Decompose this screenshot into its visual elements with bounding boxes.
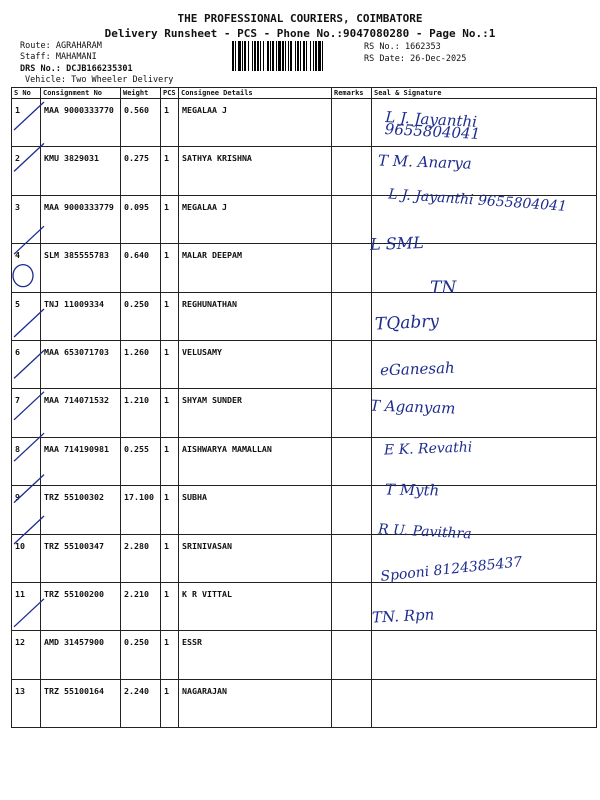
col-sno: S No xyxy=(12,88,41,99)
table-row xyxy=(12,340,597,388)
rs-date-value: 26-Dec-2025 xyxy=(410,54,467,64)
row-sno: 12 xyxy=(12,631,41,679)
barcode-bar xyxy=(270,41,271,71)
barcode-bar xyxy=(306,41,307,71)
row-pcs: 1 xyxy=(161,486,179,534)
barcode-bar xyxy=(310,41,311,71)
barcode-bar xyxy=(232,41,234,71)
row-weight: 1.260 xyxy=(121,340,161,388)
row-weight: 2.210 xyxy=(121,582,161,630)
handwritten-signature: E K. Revathi xyxy=(383,439,473,459)
row-pcs: 1 xyxy=(161,147,179,195)
barcode-bar xyxy=(257,41,259,71)
row-weight: 1.210 xyxy=(121,389,161,437)
drs-line xyxy=(20,64,133,74)
row-sno: 7 xyxy=(12,389,41,437)
row-consignee: SHYAM SUNDER xyxy=(179,389,332,437)
barcode-bar xyxy=(254,41,256,71)
row-pcs: 1 xyxy=(161,340,179,388)
row-consignment-no: TRZ 55100164 xyxy=(41,679,121,727)
handwritten-signature: eGanesah xyxy=(379,359,455,380)
row-weight: 0.560 xyxy=(121,99,161,147)
row-remarks xyxy=(332,195,372,243)
row-sno: 2 xyxy=(12,147,41,195)
barcode-bar xyxy=(285,41,286,71)
row-consignee: MEGALAA J xyxy=(179,99,332,147)
staff-value: MAHAMANI xyxy=(55,52,97,62)
row-consignee: REGHUNATHAN xyxy=(179,292,332,340)
col-signature: Seal & Signature xyxy=(372,88,597,99)
row-remarks xyxy=(332,99,372,147)
row-pcs: 1 xyxy=(161,679,179,727)
barcode-bar xyxy=(263,41,264,71)
row-signature-cell xyxy=(372,631,597,679)
table-row xyxy=(12,486,597,534)
vehicle-label: Vehicle: xyxy=(25,75,66,85)
row-sno: 5 xyxy=(12,292,41,340)
row-remarks xyxy=(332,147,372,195)
row-consignment-no: TRZ 55100200 xyxy=(41,582,121,630)
rs-date-label: RS Date: xyxy=(364,54,405,64)
row-pcs: 1 xyxy=(161,292,179,340)
row-remarks xyxy=(332,292,372,340)
barcode-bar xyxy=(244,41,246,71)
barcode-bar xyxy=(276,41,277,71)
row-sno: 1 xyxy=(12,99,41,147)
barcode-image xyxy=(232,41,358,71)
rs-label: RS No.: xyxy=(364,42,400,52)
row-consignment-no: MAA 653071703 xyxy=(41,340,121,388)
row-weight: 17.100 xyxy=(121,486,161,534)
barcode-bar xyxy=(315,41,317,71)
row-sno: 10 xyxy=(12,534,41,582)
barcode-bar xyxy=(295,41,296,71)
row-consignment-no: MAA 714071532 xyxy=(41,389,121,437)
row-consignee: ESSR xyxy=(179,631,332,679)
col-weight: Weight xyxy=(121,88,161,99)
barcode-bar xyxy=(248,41,249,71)
col-consignment: Consignment No xyxy=(41,88,121,99)
row-consignment-no: MAA 714190981 xyxy=(41,437,121,485)
row-consignment-no: KMU 3829031 xyxy=(41,147,121,195)
row-pcs: 1 xyxy=(161,99,179,147)
row-sno: 4 xyxy=(12,244,41,292)
barcode-bar xyxy=(252,41,253,71)
row-pcs: 1 xyxy=(161,582,179,630)
staff-label: Staff: xyxy=(20,52,51,62)
row-remarks xyxy=(332,340,372,388)
row-pcs: 1 xyxy=(161,437,179,485)
row-sno: 11 xyxy=(12,582,41,630)
rs-date-line xyxy=(364,54,466,64)
barcode-bar xyxy=(267,41,269,71)
row-weight: 2.240 xyxy=(121,679,161,727)
row-consignment-no: TNJ 11009334 xyxy=(41,292,121,340)
rs-line xyxy=(364,42,441,52)
barcode-bar xyxy=(290,41,292,71)
row-weight: 0.275 xyxy=(121,147,161,195)
barcode-bar xyxy=(313,41,314,71)
barcode-bar xyxy=(288,41,289,71)
row-consignee: NAGARAJAN xyxy=(179,679,332,727)
handwritten-signature: T Myth xyxy=(384,480,440,500)
row-pcs: 1 xyxy=(161,534,179,582)
row-pcs: 1 xyxy=(161,244,179,292)
table-header-row xyxy=(12,88,597,99)
row-remarks xyxy=(332,437,372,485)
handwritten-signature: L J. Jayanthi 9655804041 xyxy=(387,186,568,215)
runsheet-table xyxy=(11,87,597,728)
row-consignment-no: SLM 385555783 xyxy=(41,244,121,292)
company-title: THE PROFESSIONAL COURIERS, COIMBATORE xyxy=(177,12,423,25)
barcode-bar xyxy=(260,41,261,71)
row-remarks xyxy=(332,244,372,292)
row-consignment-no: MAA 9000333779 xyxy=(41,195,121,243)
row-remarks xyxy=(332,534,372,582)
barcode-bar xyxy=(272,41,274,71)
row-consignment-no: TRZ 55100302 xyxy=(41,486,121,534)
row-consignee: MALAR DEEPAM xyxy=(179,244,332,292)
row-remarks xyxy=(332,389,372,437)
row-sno: 13 xyxy=(12,679,41,727)
table-row xyxy=(12,582,597,630)
row-weight: 0.250 xyxy=(121,292,161,340)
handwritten-signature: Spooni 8124385437 xyxy=(379,554,524,586)
row-weight: 2.280 xyxy=(121,534,161,582)
handwritten-signature: TQabry xyxy=(374,311,440,335)
handwritten-signature: TN xyxy=(430,277,457,298)
row-consignment-no: AMD 31457900 xyxy=(41,631,121,679)
barcode-bar xyxy=(300,41,301,71)
row-consignee: VELUSAMY xyxy=(179,340,332,388)
row-pcs: 1 xyxy=(161,631,179,679)
row-sno: 3 xyxy=(12,195,41,243)
runsheet-subtitle: Delivery Runsheet - PCS - Phone No.:9047080280 - Page No.:1 xyxy=(104,27,496,40)
handwritten-signature: L J. Jayanthi 9655804041 xyxy=(384,108,481,144)
row-remarks xyxy=(332,679,372,727)
row-remarks xyxy=(332,486,372,534)
barcode-bar xyxy=(297,41,299,71)
row-consignee: K R VITTAL xyxy=(179,582,332,630)
row-consignment-no: TRZ 55100347 xyxy=(41,534,121,582)
handwritten-signature: L SML xyxy=(369,233,425,255)
row-consignment-no: MAA 9000333770 xyxy=(41,99,121,147)
barcode-bar xyxy=(278,41,281,71)
row-consignee: SUBHA xyxy=(179,486,332,534)
route-value: AGRAHARAM xyxy=(55,41,102,51)
rs-value: 1662353 xyxy=(404,42,441,52)
handwritten-signature: T M. Anarya xyxy=(377,151,472,174)
row-consignee: MEGALAA J xyxy=(179,195,332,243)
barcode-bar xyxy=(303,41,305,71)
row-remarks xyxy=(332,582,372,630)
table-row xyxy=(12,244,597,292)
row-sno: 9 xyxy=(12,486,41,534)
route-line xyxy=(20,41,102,51)
row-weight: 0.250 xyxy=(121,631,161,679)
col-consignee: Consignee Details xyxy=(179,88,332,99)
col-pcs: PCS xyxy=(161,88,179,99)
row-weight: 0.255 xyxy=(121,437,161,485)
table-row xyxy=(12,437,597,485)
row-sno: 8 xyxy=(12,437,41,485)
col-remarks: Remarks xyxy=(332,88,372,99)
route-label: Route: xyxy=(20,41,51,51)
drs-label: DRS No.: xyxy=(20,64,61,74)
row-consignee: SRINIVASAN xyxy=(179,534,332,582)
barcode-bar xyxy=(242,41,243,71)
barcode-bar xyxy=(318,41,321,71)
table-row xyxy=(12,389,597,437)
barcode-bar xyxy=(282,41,284,71)
barcode-bar xyxy=(238,41,241,71)
row-remarks xyxy=(332,631,372,679)
handwritten-signature: TN. Rpn xyxy=(371,605,435,627)
barcode-bar xyxy=(322,41,323,71)
staff-line xyxy=(20,52,97,62)
handwritten-signature: R U. Pavithra xyxy=(377,521,472,543)
row-consignee: SATHYA KRISHNA xyxy=(179,147,332,195)
vehicle-value: Two Wheeler Delivery xyxy=(71,75,174,85)
handwritten-signature: T Aganyam xyxy=(369,396,456,418)
row-weight: 0.095 xyxy=(121,195,161,243)
barcode-bar xyxy=(235,41,236,71)
row-sno: 6 xyxy=(12,340,41,388)
row-pcs: 1 xyxy=(161,195,179,243)
row-consignee: AISHWARYA MAMALLAN xyxy=(179,437,332,485)
row-pcs: 1 xyxy=(161,389,179,437)
table-row xyxy=(12,147,597,195)
vehicle-line xyxy=(25,75,173,85)
row-signature-cell xyxy=(372,679,597,727)
table-row xyxy=(12,292,597,340)
table-row xyxy=(12,679,597,727)
table-row xyxy=(12,631,597,679)
row-weight: 0.640 xyxy=(121,244,161,292)
drs-value: DCJB166235301 xyxy=(66,64,133,74)
